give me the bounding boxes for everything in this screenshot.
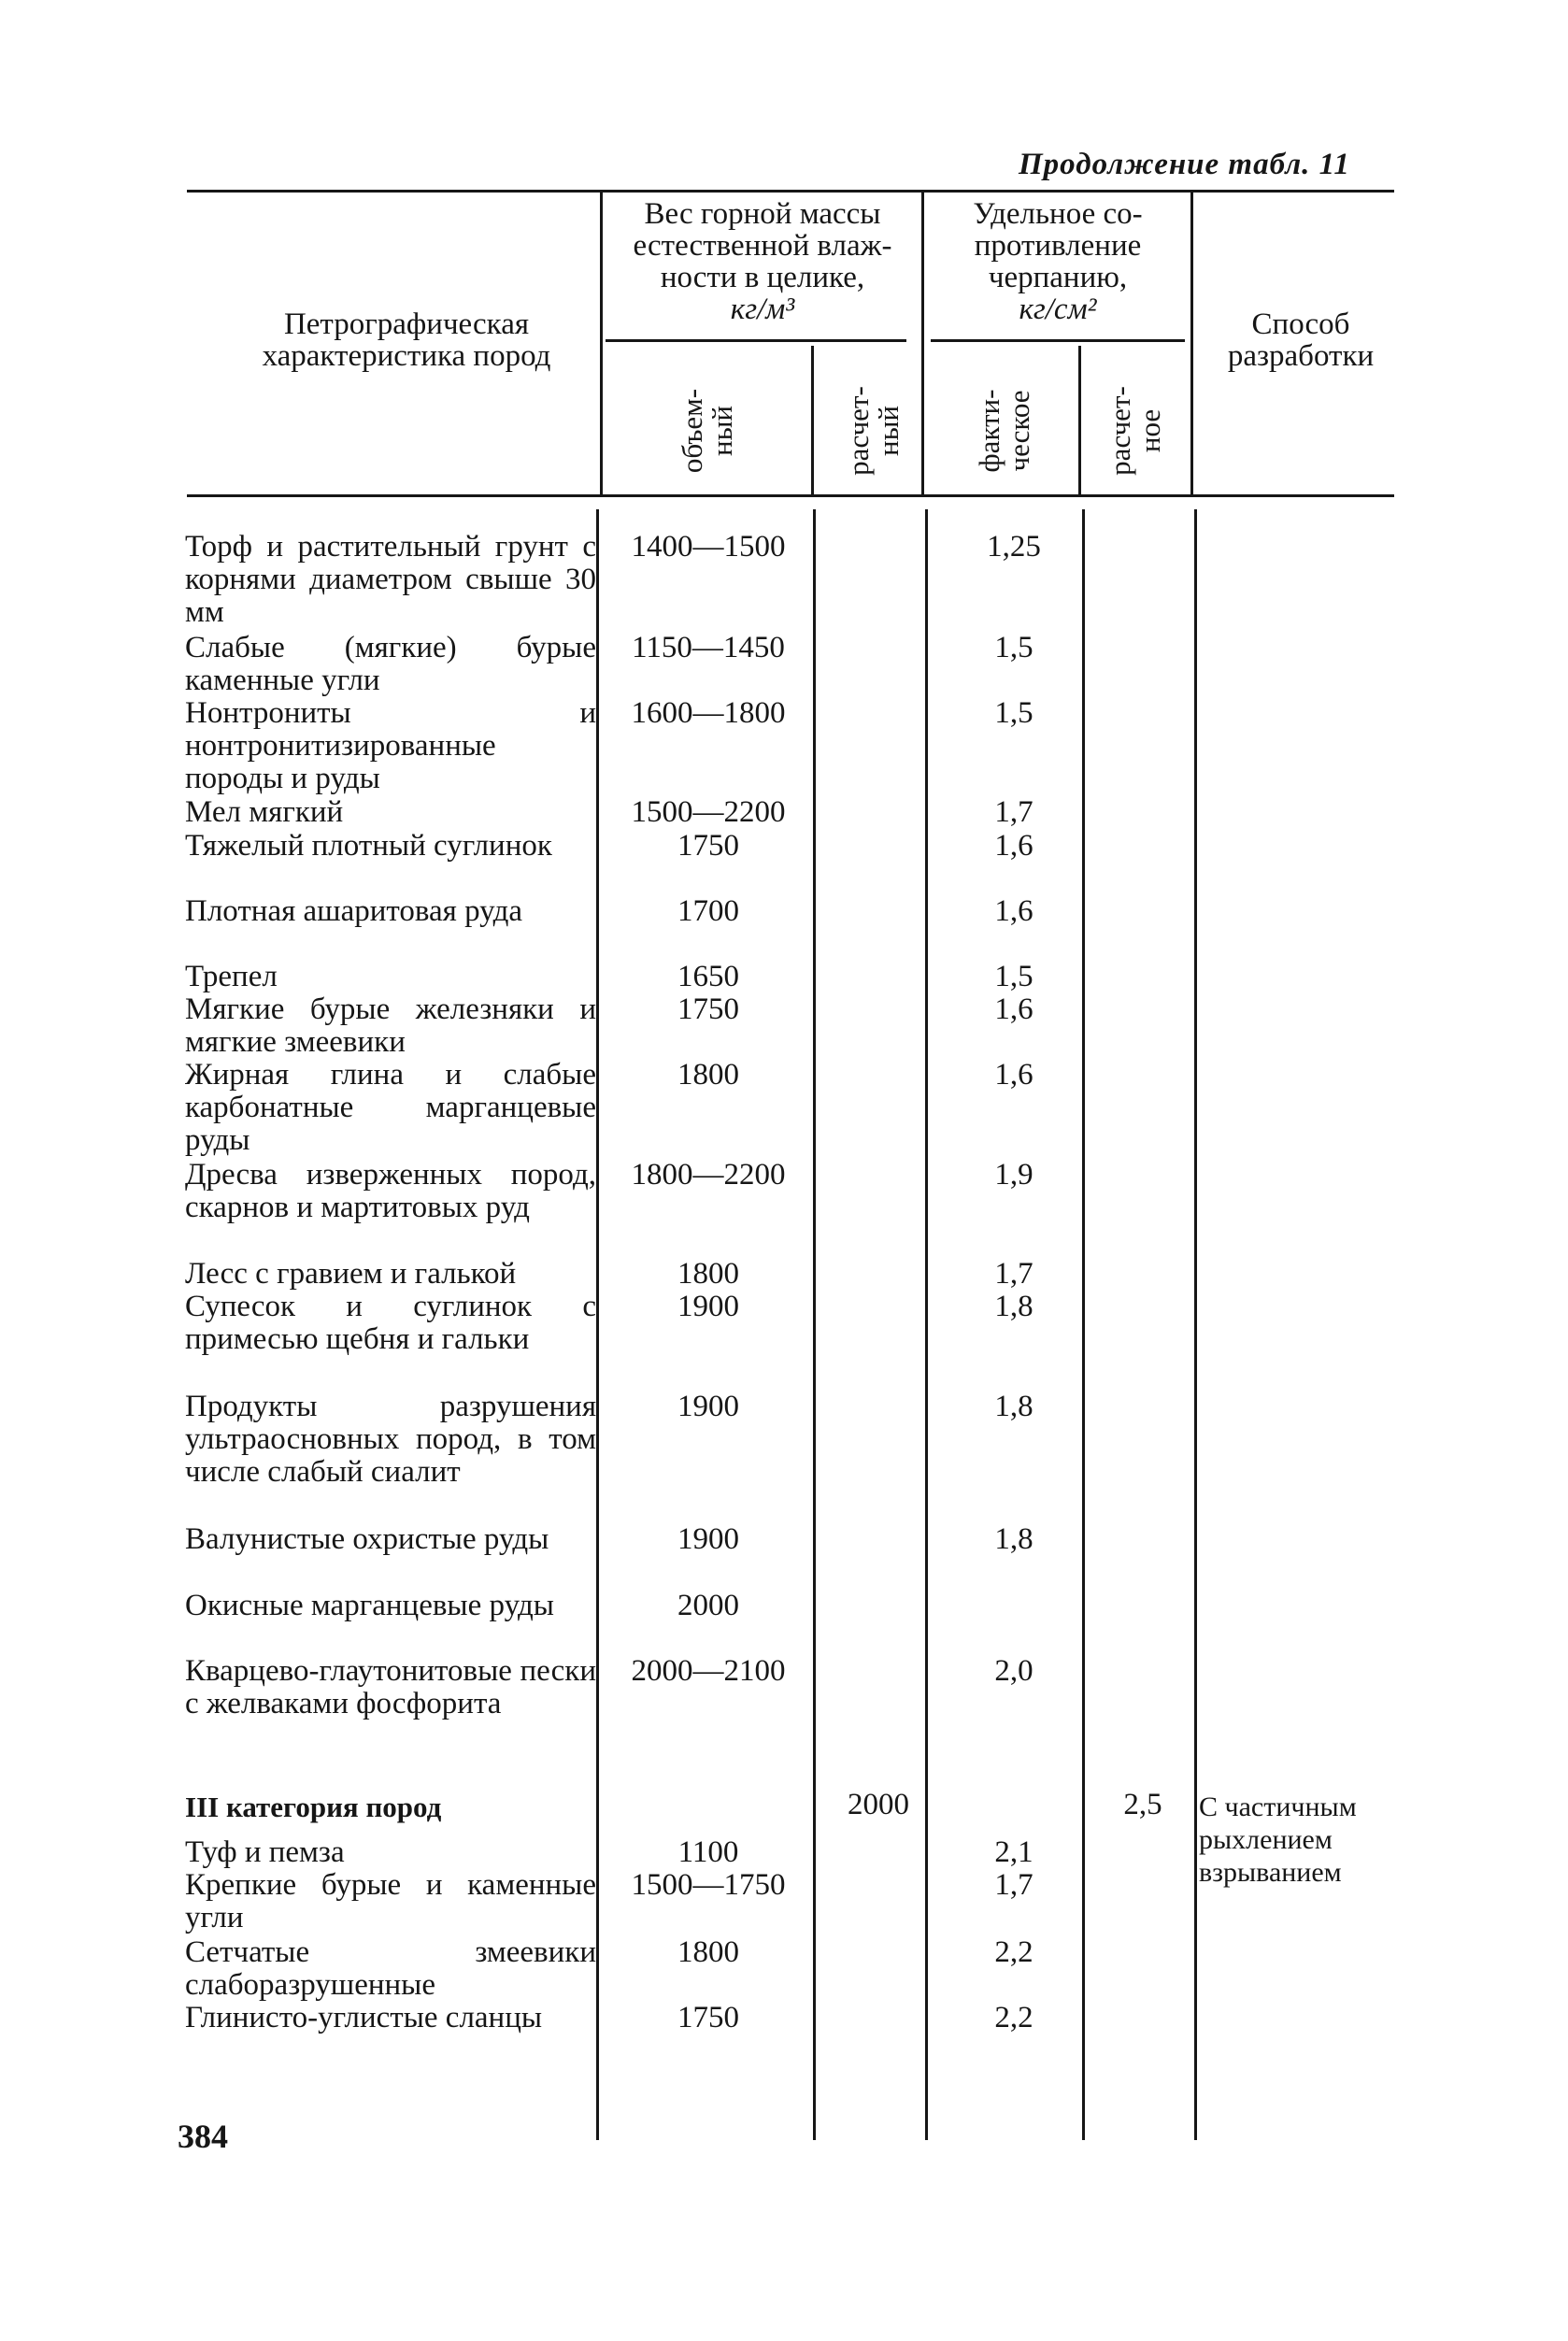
header-vline-2 <box>811 346 814 494</box>
category-title: III категория пород <box>185 1791 442 1823</box>
row-volume: 1750 <box>677 2001 739 2034</box>
row-name: Плотная ашаритовая руда <box>185 894 523 928</box>
subheader-calc: расчет- ный <box>842 386 905 476</box>
category-method: С частичным рыхлением взрыванием <box>1199 1791 1357 1888</box>
row-volume: 1750 <box>677 829 739 863</box>
header-vline-4 <box>1078 346 1081 494</box>
header-vline-1 <box>600 193 603 494</box>
row-fact: 2,2 <box>994 2001 1033 2034</box>
row-name: Сетчатые змеевики слаборазрушенные <box>185 1935 596 2002</box>
row-volume: 2000—2100 <box>631 1654 786 1688</box>
body-vline-3 <box>925 509 928 2140</box>
row-fact: 1,8 <box>994 1290 1033 1323</box>
category-calc-weight: 2000 <box>848 1788 909 1821</box>
row-fact: 1,8 <box>994 1522 1033 1556</box>
header-resist-line3: черпанию, <box>988 261 1128 294</box>
row-volume: 1800—2200 <box>631 1158 786 1192</box>
row-fact: 2,1 <box>994 1835 1033 1869</box>
row-name: Продукты разрушения ультраосновных пород, в том числе слабый сиалит <box>185 1390 596 1489</box>
category-calc-resistance: 2,5 <box>1123 1788 1162 1821</box>
row-name: Мягкие бурые железняки и мягкие змеевики <box>185 992 596 1059</box>
row-name: Лесс с гравием и галькой <box>185 1257 517 1291</box>
row-volume: 1500—2200 <box>631 795 786 829</box>
header-weight-line3: ности в целике, <box>660 261 865 294</box>
subheader-volume: объем- ный <box>676 388 738 474</box>
header-resistance <box>927 198 1189 325</box>
row-name: Мел мягкий <box>185 795 344 829</box>
row-fact: 1,7 <box>994 1257 1033 1291</box>
body-vline-2 <box>813 509 816 2140</box>
header-rock: Петрографическая характеристика пород <box>262 307 551 373</box>
row-fact: 1,6 <box>994 1058 1033 1092</box>
header-vline-3 <box>921 193 924 494</box>
row-name: Нонтрониты и нонтронитизированные породы и руды <box>185 696 596 795</box>
table-caption: Продолжение табл. 11 <box>1019 148 1350 181</box>
row-volume: 2000 <box>677 1589 739 1622</box>
row-fact: 1,6 <box>994 992 1033 1026</box>
row-fact: 1,9 <box>994 1158 1033 1192</box>
row-volume: 1800 <box>677 1257 739 1291</box>
row-name: Валунистые охристые руды <box>185 1522 549 1556</box>
row-volume: 1600—1800 <box>631 696 786 730</box>
row-volume: 1750 <box>677 992 739 1026</box>
header-weight-unit: кг/м³ <box>730 293 795 326</box>
page-number: 384 <box>178 2118 228 2155</box>
body-vline-1 <box>596 509 599 2140</box>
row-fact: 1,7 <box>994 795 1033 829</box>
row-volume: 1900 <box>677 1290 739 1323</box>
header-resist-unit: кг/см² <box>1019 293 1097 326</box>
row-volume: 1800 <box>677 1935 739 1969</box>
row-fact: 1,25 <box>987 530 1041 564</box>
row-volume: 1650 <box>677 960 739 993</box>
row-fact: 1,7 <box>994 1868 1033 1902</box>
header-bottom-rule <box>187 494 1394 497</box>
table-top-rule <box>187 190 1394 193</box>
row-volume: 1900 <box>677 1522 739 1556</box>
row-name: Жирная глина и слабые карбонатные марганцевые руды <box>185 1058 596 1157</box>
row-fact: 1,8 <box>994 1390 1033 1423</box>
header-method-line2: разработки <box>1227 339 1375 373</box>
row-name: Торф и растительный грунт с корнями диаметром свыше 30 мм <box>185 530 596 629</box>
row-name: Трепел <box>185 960 278 993</box>
subheader-fact: факти- ческое <box>973 389 1035 473</box>
header-resist-line2: противление <box>974 229 1142 263</box>
row-volume: 1100 <box>677 1835 739 1869</box>
row-fact: 1,6 <box>994 829 1033 863</box>
header-weight-line2: естественной влаж- <box>633 229 892 263</box>
row-name: Глинисто-углистые сланцы <box>185 2001 543 2034</box>
row-volume: 1900 <box>677 1390 739 1423</box>
row-fact: 1,6 <box>994 894 1033 928</box>
row-name: Туф и пемза <box>185 1835 345 1869</box>
body-vline-5 <box>1194 509 1197 2140</box>
row-name: Кварцево-глаутонитовые пески с желваками фосфорита <box>185 1654 596 1720</box>
row-volume: 1400—1500 <box>631 530 786 564</box>
row-name: Крепкие бурые и каменные угли <box>185 1868 596 1934</box>
row-volume: 1700 <box>677 894 739 928</box>
header-vline-5 <box>1190 193 1193 494</box>
header-method-line1: Способ <box>1251 307 1350 341</box>
header-weight-line1: Вес горной массы <box>644 197 881 231</box>
row-fact: 1,5 <box>994 631 1033 664</box>
row-volume: 1150—1450 <box>632 631 785 664</box>
row-fact: 1,5 <box>994 696 1033 730</box>
header-resist-line1: Удельное со- <box>973 197 1143 231</box>
row-name: Окисные марганцевые руды <box>185 1589 554 1622</box>
row-volume: 1500—1750 <box>631 1868 786 1902</box>
row-fact: 2,0 <box>994 1654 1033 1688</box>
row-name: Тяжелый плотный суглинок <box>185 829 552 863</box>
row-fact: 2,2 <box>994 1935 1033 1969</box>
row-volume: 1800 <box>677 1058 739 1092</box>
resist-subheader-rule <box>931 339 1185 342</box>
weight-subheader-rule <box>606 339 906 342</box>
row-name: Дресва изверженных пород, скарнов и мартитовых руд <box>185 1158 596 1224</box>
header-weight <box>606 198 919 325</box>
row-name: Супесок и суглинок с примесью щебня и гальки <box>185 1290 596 1356</box>
header-method <box>1200 308 1402 372</box>
row-name: Слабые (мягкие) бурые каменные угли <box>185 631 596 697</box>
row-fact: 1,5 <box>994 960 1033 993</box>
subheader-rcalc: расчет- ное <box>1104 386 1166 476</box>
